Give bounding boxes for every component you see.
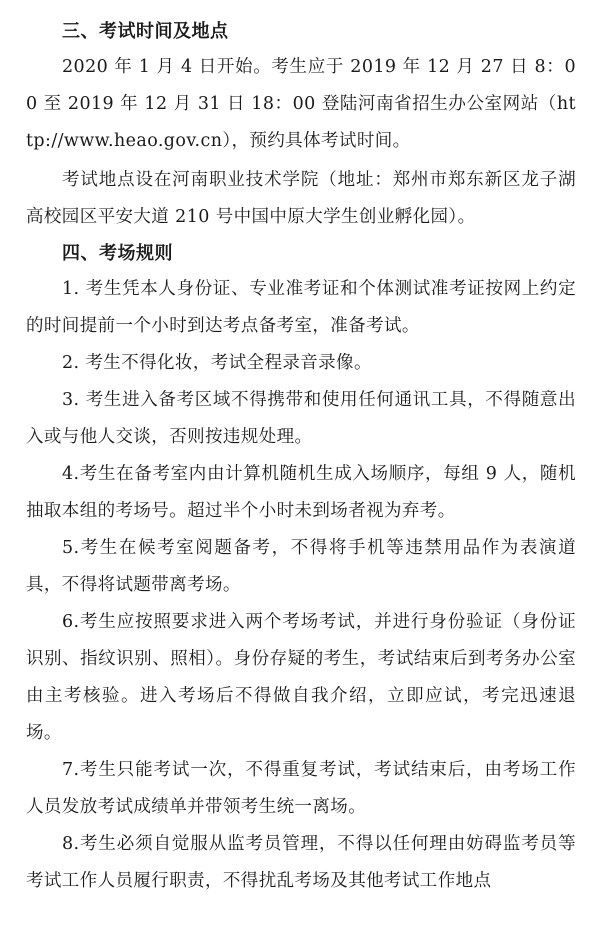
paragraph-exam-time: 2020 年 1 月 4 日开始。考生应于 2019 年 12 月 27 日 8：00 至 2019 年 12 月 31 日 18：00 登陆河南省招生办公室网站（http://www.heao.gov.cn），预约具体考试时间。 bbox=[26, 57, 576, 151]
rule-item-5: 5.考生在候考室阅题备考，不得将手机等违禁用品作为表演道具，不得将试题带离考场。 bbox=[26, 538, 576, 595]
rule-item-4: 4.考生在备考室内由计算机随机生成入场顺序，每组 9 人，随机抽取本组的考场号。超过半个小时未到场者视为弃考。 bbox=[26, 464, 576, 521]
rule-item-6: 6.考生应按照要求进入两个考场考试，并进行身份验证（身份证识别、指纹识别、照相）。身份存疑的考生，考试结束后到考务办公室由主考核验。进入考场后不得做自我介绍，立即应试，考完迅速退场。 bbox=[26, 612, 576, 743]
rule-item-2: 2. 考生不得化妆，考试全程录音录像。 bbox=[62, 353, 372, 373]
rule-item-8: 8.考生必须自觉服从监考员管理，不得以任何理由妨碍监考员等考试工作人员履行职责，不得扰乱考场及其他考试工作地点 bbox=[26, 834, 576, 891]
section-heading-exam-rules: 四、考场规则 bbox=[62, 243, 173, 264]
rule-item-7: 7.考生只能考试一次，不得重复考试，考试结束后，由考场工作人员发放考试成绩单并带领考生统一离场。 bbox=[26, 760, 576, 817]
rule-item-3: 3. 考生进入备考区域不得携带和使用任何通讯工具，不得随意出入或与他人交谈，否则按违规处理。 bbox=[26, 390, 576, 447]
rule-item-1: 1. 考生凭本人身份证、专业准考证和个体测试准考证按网上约定的时间提前一个小时到达考点备考室，准备考试。 bbox=[26, 279, 576, 336]
section-heading-exam-time-location: 三、考试时间及地点 bbox=[62, 21, 229, 42]
paragraph-exam-location: 考试地点设在河南职业技术学院（地址：郑州市郑东新区龙子湖高校园区平安大道 210 号中国中原大学生创业孵化园）。 bbox=[26, 170, 576, 227]
